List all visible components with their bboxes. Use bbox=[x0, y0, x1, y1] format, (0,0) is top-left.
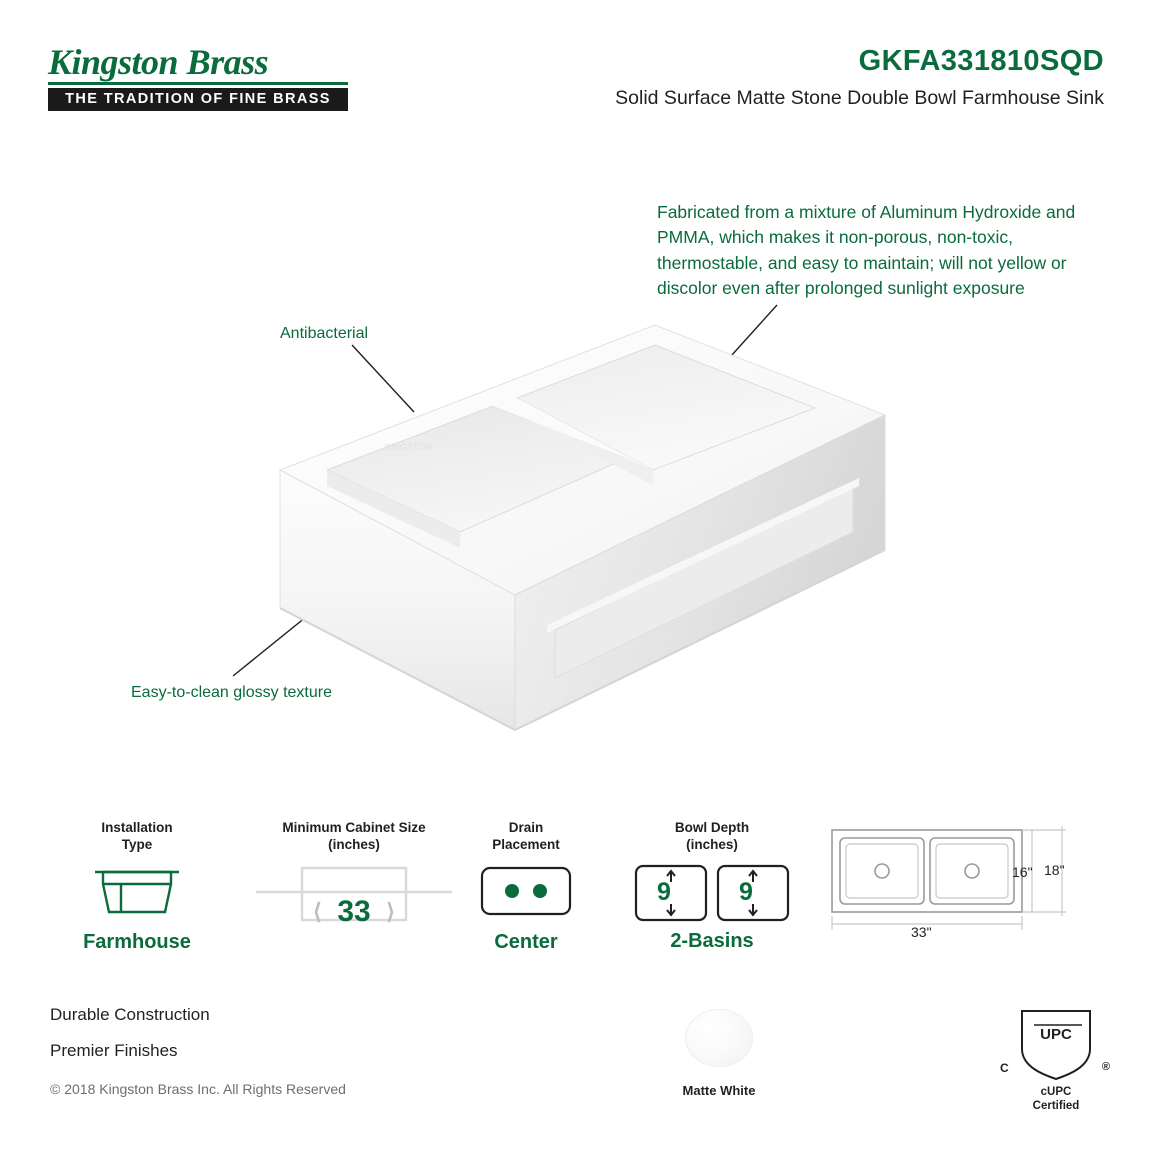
cupc-shield-art bbox=[996, 1005, 1116, 1083]
svg-text:KINGSTON: KINGSTON bbox=[385, 442, 432, 452]
spec-cabinet-title-line2: (inches) bbox=[328, 836, 380, 852]
dimension-width: 33" bbox=[911, 924, 932, 940]
brand-name: Kingston Brass bbox=[48, 42, 269, 82]
dimension-diagram bbox=[826, 824, 1096, 954]
cupc-label-line2: Certified bbox=[1032, 1100, 1080, 1113]
finish-swatch-label: Matte White bbox=[682, 1083, 756, 1098]
bowl-depth-frames bbox=[632, 862, 792, 924]
spec-drain-title-line2: Placement bbox=[492, 836, 560, 852]
spec-depth-left-value: 9 bbox=[657, 877, 671, 906]
footer-feature-2: Premier Finishes bbox=[50, 1041, 178, 1060]
spec-cabinet-title-line1: Minimum Cabinet Size bbox=[282, 820, 426, 835]
spec-installation-value: Farmhouse bbox=[83, 930, 191, 953]
cupc-left-letter: C bbox=[1000, 1061, 1009, 1075]
bowl-depth-icon bbox=[632, 862, 792, 924]
specifications-row bbox=[0, 812, 1152, 972]
spec-installation-title-line1: Installation bbox=[101, 820, 173, 835]
brand-logo bbox=[48, 44, 468, 111]
spec-drain-title-line1: Drain bbox=[508, 820, 544, 835]
product-description: Solid Surface Matte Stone Double Bowl Farmhouse Sink bbox=[615, 86, 1104, 109]
spec-drain-value: Center bbox=[494, 930, 558, 953]
sink-top-view-icon bbox=[826, 824, 1076, 954]
spec-depth-value: 2-Basins bbox=[670, 929, 754, 952]
dimension-outer-height: 18" bbox=[1044, 862, 1065, 878]
cupc-registered-mark: ® bbox=[1101, 1061, 1110, 1073]
callout-material-text: Fabricated from a mixture of Aluminum Hydroxide and PMMA, which makes it non-porous, non-toxic, thermostable, and easy to maintain; will not yellow or discolor even after prolonged sunlight exposure bbox=[657, 202, 1076, 299]
svg-text:UPC: UPC bbox=[1040, 1026, 1072, 1043]
finish-swatch bbox=[661, 1009, 777, 1098]
drain-center-icon bbox=[476, 862, 576, 920]
callout-texture-text: Easy-to-clean glossy texture bbox=[131, 684, 332, 701]
spec-drain-placement bbox=[452, 820, 600, 954]
dimension-diagram-art bbox=[826, 824, 1076, 954]
spec-depth-title-line1: Bowl Depth bbox=[674, 820, 750, 835]
spec-cabinet-value: 33 bbox=[337, 894, 371, 928]
callout-antibacterial-text: Antibacterial bbox=[280, 325, 369, 342]
brand-rule bbox=[48, 82, 348, 85]
chevron-left-icon: ⟨ bbox=[313, 898, 322, 924]
farmhouse-sink-icon bbox=[91, 862, 183, 920]
finish-swatch-circle bbox=[685, 1009, 753, 1067]
footer-feature-1: Durable Construction bbox=[50, 1005, 210, 1024]
spec-minimum-cabinet-size bbox=[238, 820, 470, 929]
cupc-label-line1: cUPC bbox=[1040, 1086, 1072, 1098]
model-number: GKFA331810SQD bbox=[858, 45, 1104, 77]
spec-installation-type bbox=[62, 820, 212, 954]
spec-cabinet-value-wrap bbox=[238, 895, 470, 929]
product-image-farmhouse-sink bbox=[255, 300, 905, 770]
spec-installation-title-line2: Type bbox=[121, 836, 153, 852]
sink-illustration bbox=[255, 300, 905, 770]
model-header bbox=[544, 46, 1104, 111]
footer-features bbox=[50, 1005, 470, 1077]
brand-tagline: THE TRADITION OF FINE BRASS bbox=[48, 88, 348, 111]
spec-depth-title-line2: (inches) bbox=[686, 836, 738, 852]
dimension-inner-height: 16" bbox=[1012, 864, 1033, 880]
spec-bowl-depth bbox=[628, 820, 796, 953]
shield-icon bbox=[996, 1005, 1116, 1083]
chevron-right-icon: ⟩ bbox=[386, 898, 395, 924]
spec-depth-right-value: 9 bbox=[739, 877, 753, 906]
cupc-certification-badge bbox=[996, 1005, 1116, 1114]
copyright-text: © 2018 Kingston Brass Inc. All Rights Reserved bbox=[50, 1081, 346, 1097]
